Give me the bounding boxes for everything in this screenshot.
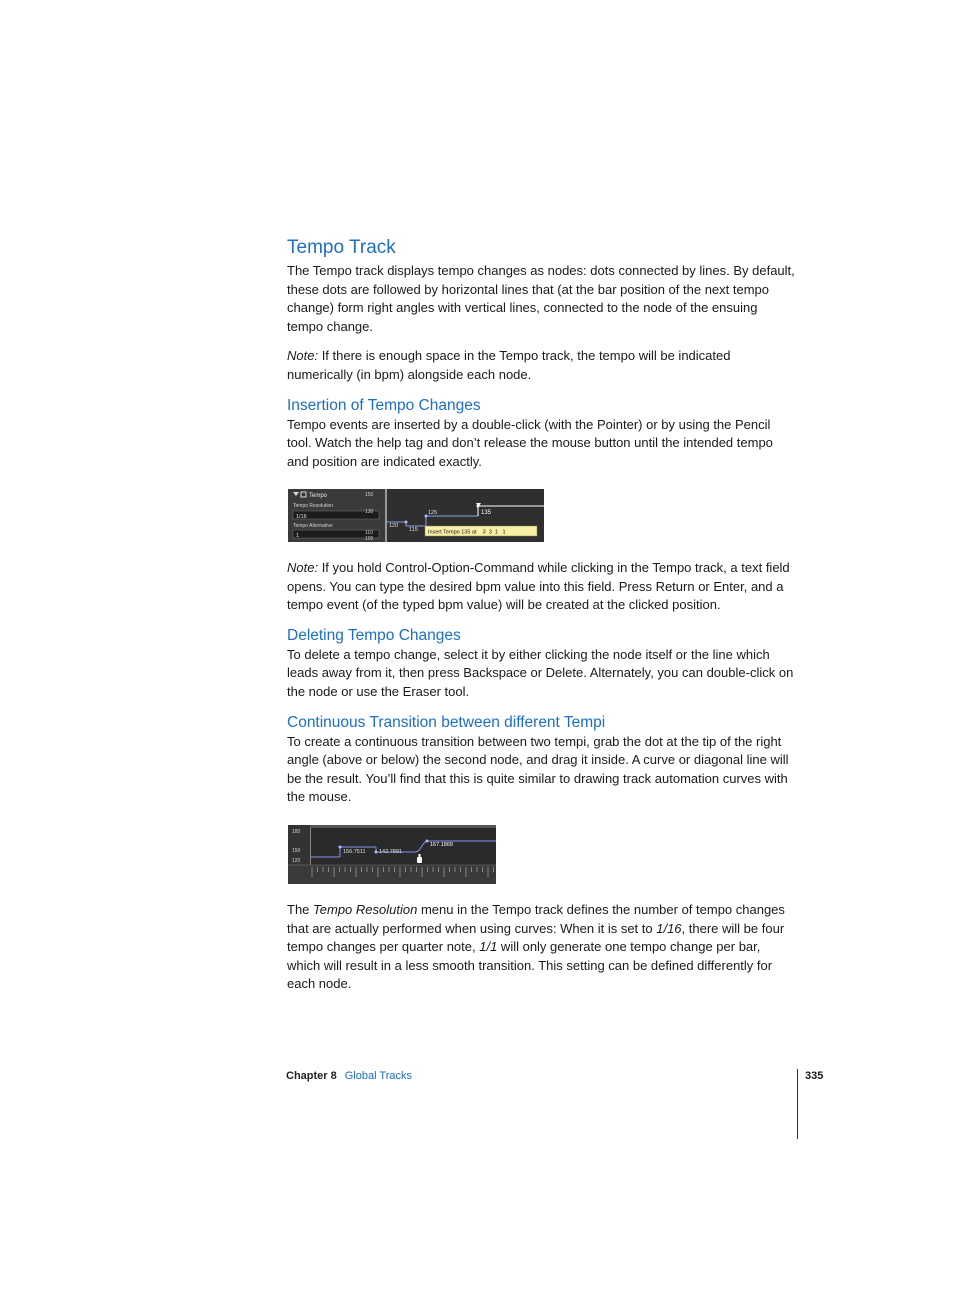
continuous-paragraph: To create a continuous transition between two tempi, grab the dot at the tip of the right angle (above or below) the second node, and drag it inside. A curve or diagonal line will be the result. You’ll find that this is quite similar to drawing track automation curves with the mouse. xyxy=(287,733,789,805)
help-tag-text: Insert Tempo 135 at 3 3 1 1 xyxy=(428,529,506,536)
fig2-value-3: 167.1869 xyxy=(430,842,453,848)
subheading-insertion: Insertion of Tempo Changes xyxy=(287,396,481,414)
final-text-1: The xyxy=(287,902,314,917)
page-number: 335 xyxy=(805,1070,824,1082)
value-115: 115 xyxy=(409,527,418,533)
note-paragraph-1 xyxy=(287,347,797,384)
value-125: 125 xyxy=(428,510,438,516)
page-content xyxy=(287,236,797,471)
scale-100: 100 xyxy=(365,536,374,542)
subheading-continuous: Continuous Transition between different Tempi xyxy=(287,713,606,731)
value-135: 135 xyxy=(481,510,492,516)
section-heading-tempo-track: Tempo Track xyxy=(287,237,396,258)
note-paragraph-2 xyxy=(287,559,797,615)
insertion-paragraph: Tempo events are inserted by a double-click (with the Pointer) or by using the Pencil tool. Watch the help tag and don’t release the mouse button until the intended tempo and position are indicated exactly. xyxy=(287,416,773,469)
footer-divider xyxy=(797,1069,798,1139)
alternative-value: 1 xyxy=(296,533,300,539)
scale-110: 110 xyxy=(365,530,373,536)
final-em-2: 1/16 xyxy=(656,920,682,936)
resolution-value: 1/16 xyxy=(296,514,307,520)
note-label: Note: xyxy=(287,348,319,364)
deleting-paragraph: To delete a tempo change, select it by either clicking the node itself or the line which leads away from it, then press Backspace or Delete. Alternately, you can double-click on the node or use the Eraser tool. xyxy=(287,646,794,699)
final-paragraph xyxy=(287,901,797,994)
resolution-label: Tempo Resolution xyxy=(293,503,334,509)
value-120: 120 xyxy=(389,523,399,529)
footer-chapter: Chapter 8 xyxy=(286,1070,337,1082)
fig2-scale-180: 180 xyxy=(292,829,301,835)
footer xyxy=(286,1070,412,1082)
final-em-3: 1/1 xyxy=(479,939,498,955)
page-content-2 xyxy=(287,559,797,807)
scale-130: 130 xyxy=(365,509,374,515)
fig2-scale-120: 120 xyxy=(292,858,301,864)
track-name: Tempo xyxy=(309,493,328,499)
page-content-3 xyxy=(287,901,797,994)
final-text-2: menu in the Tempo track defines the number of tempo changes that are actually performed when using curves: When it is set to xyxy=(287,902,785,936)
note-label-2: Note: xyxy=(287,560,319,575)
footer-chapter-title[interactable]: Global Tracks xyxy=(344,1070,412,1082)
scale-150: 150 xyxy=(365,492,374,498)
final-em-1: Tempo Resolution xyxy=(313,902,418,917)
intro-paragraph: The Tempo track displays tempo changes as nodes: dots connected by lines. By default, these dots are followed by horizontal lines that (at the bar position of the next tempo change) form right angles with vertical lines, connected to the node of the ensuing tempo change. xyxy=(287,263,795,334)
fig2-value-1: 156.7511 xyxy=(343,849,366,855)
figure-insert-tempo xyxy=(288,489,544,542)
final-text-3: , there will be four tempo changes per quarter note, xyxy=(287,920,785,955)
subheading-deleting: Deleting Tempo Changes xyxy=(287,626,461,644)
note-text: If there is enough space in the Tempo track, the tempo will be indicated numerically (in bpm) alongside each node. xyxy=(287,348,731,382)
note-text-2: If you hold Control-Option-Command while clicking in the Tempo track, a text field opens. You can type the desired bpm value into this field. Press Return or Enter, and a tempo event (of the typed bpm value) will be created at the clicked position. xyxy=(287,560,790,613)
alternative-label: Tempo Alternative xyxy=(293,523,333,529)
final-text-4: will only generate one tempo change per bar, which will result in a less smooth transition. This setting can be defined differently for each node. xyxy=(287,939,773,992)
fig2-scale-150: 150 xyxy=(292,848,301,854)
figure-continuous-transition xyxy=(288,825,496,884)
fig2-value-2: 142.7891 xyxy=(379,849,402,855)
